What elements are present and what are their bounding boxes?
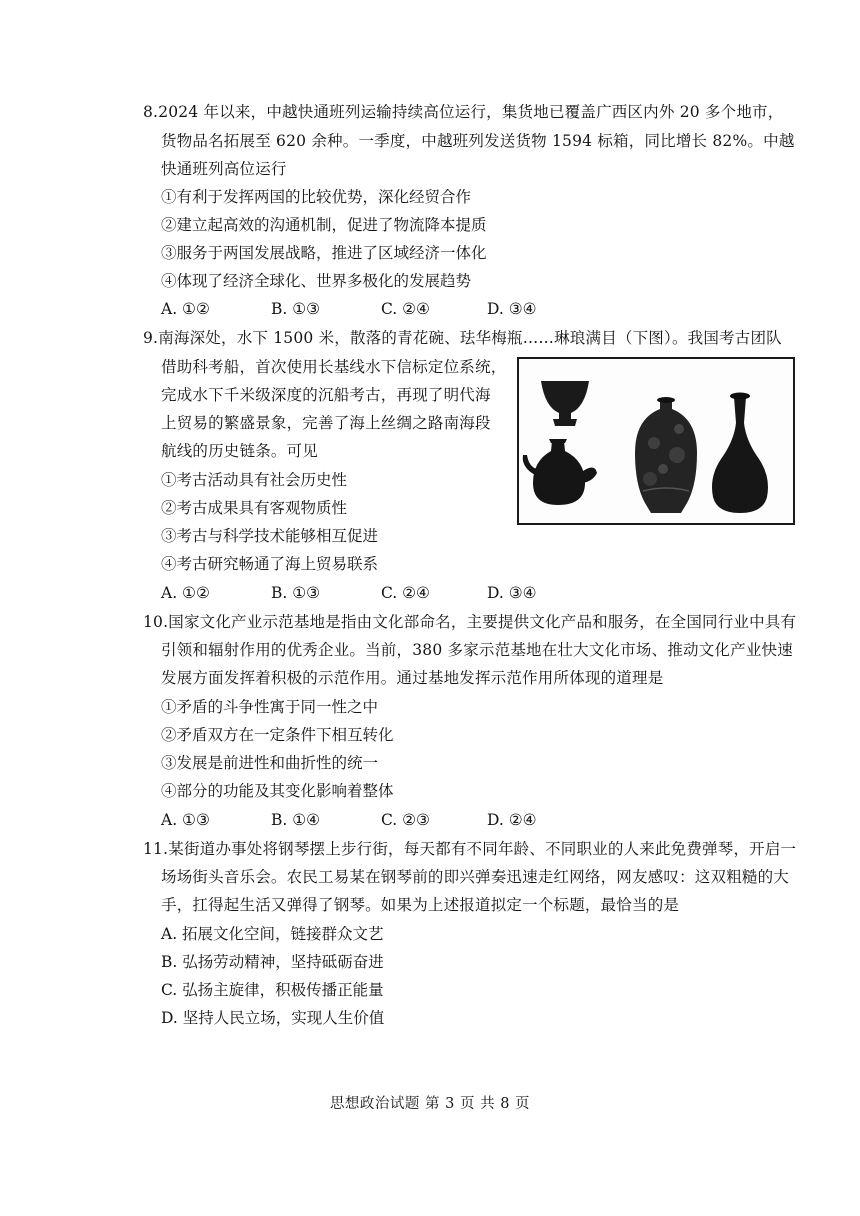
- q9-stem-line-5: 航线的历史链条。可见: [161, 442, 319, 460]
- q9-choice-a: A. ①②: [161, 584, 210, 602]
- q8-choice-d: D. ③④: [487, 300, 537, 318]
- q11-option-b: B. 弘扬劳动精神，坚持砥砺奋进: [161, 953, 384, 971]
- q9-stem-line-4: 上贸易的繁盛景象，完善了海上丝绸之路南海段: [161, 414, 491, 432]
- q9-option-2: ②考古成果具有客观物质性: [161, 499, 348, 517]
- q8-option-2: ②建立起高效的沟通机制，促进了物流降本提质: [161, 216, 487, 234]
- q10-option-3: ③发展是前进性和曲折性的统一: [161, 754, 379, 772]
- q11-option-d: D. 坚持人民立场，实现人生价值: [161, 1009, 385, 1027]
- q8-stem-line-1: 8.2024 年以来，中越快通班列运输持续高位运行，集货地已覆盖广西区内外 20 多个地市，: [143, 103, 784, 121]
- q10-stem-line-1: 10.国家文化产业示范基地是指由文化部命名，主要提供文化产品和服务，在全国同行业中具有: [143, 613, 797, 631]
- q9-choice-c: C. ②④: [381, 584, 430, 602]
- q9-option-4: ④考古研究畅通了海上贸易联系: [161, 555, 379, 573]
- q8-stem-line-3: 快通班列高位运行: [161, 160, 287, 178]
- q10-choice-b: B. ①④: [271, 811, 321, 829]
- q8-choice-b: B. ①③: [271, 300, 321, 318]
- ewer-pot: [523, 439, 597, 505]
- plum-vase: [635, 397, 697, 513]
- porcelain-illustration: [519, 359, 793, 523]
- q8-option-3: ③服务于两国发展战略，推进了区域经济一体化: [161, 244, 487, 262]
- q11-stem-line-3: 手，扛得起生活又弹得了钢琴。如果为上述报道拟定一个标题，最恰当的是: [161, 896, 680, 914]
- q10-option-4: ④部分的功能及其变化影响着整体: [161, 782, 394, 800]
- q9-stem-line-2: 借助科考船，首次使用长基线水下信标定位系统，: [161, 358, 507, 376]
- q9-option-3: ③考古与科学技术能够相互促进: [161, 527, 379, 545]
- q9-choice-b: B. ①③: [271, 584, 321, 602]
- q9-stem-line-1: 9.南海深处，水下 1500 米，散落的青花碗、珐华梅瓶……琳琅满目（下图）。我国考古团队: [143, 329, 782, 347]
- q9-option-1: ①考古活动具有社会历史性: [161, 471, 348, 489]
- q8-stem-line-2: 货物品名拓展至 620 余种。一季度，中越班列发送货物 1594 标箱，同比增长 82%。中越: [161, 132, 795, 150]
- q11-option-a: A. 拓展文化空间，链接群众文艺: [161, 925, 384, 943]
- q9-stem-line-3: 完成水下千米级深度的沉船考古，再现了明代海: [161, 386, 491, 404]
- q8-choice-a: A. ①②: [161, 300, 210, 318]
- q10-choice-a: A. ①③: [161, 811, 210, 829]
- blue-white-bowl: [541, 381, 589, 426]
- q10-stem-line-2: 引领和辐射作用的优秀企业。当前，380 多家示范基地在壮大文化市场、推动文化产业快速: [161, 641, 793, 659]
- q11-stem-line-1: 11.某街道办事处将钢琴摆上步行街，每天都有不同年龄、不同职业的人来此免费弹琴，开启一: [143, 840, 797, 858]
- q10-stem-line-3: 发展方面发挥着积极的示范作用。通过基地发挥示范作用所体现的道理是: [161, 669, 664, 687]
- q10-option-2: ②矛盾双方在一定条件下相互转化: [161, 726, 394, 744]
- page-footer: 思想政治试题 第 3 页 共 8 页: [329, 1096, 531, 1112]
- q8-option-1: ①有利于发挥两国的比较优势，深化经贸合作: [161, 188, 472, 206]
- q11-stem-line-2: 场场街头音乐会。农民工易某在钢琴前的即兴弹奏迅速走红网络，网友感叹：这双粗糙的大: [161, 868, 790, 886]
- pear-vase: [712, 393, 768, 514]
- q10-choice-d: D. ②④: [487, 811, 537, 829]
- q9-choice-d: D. ③④: [487, 584, 537, 602]
- q10-option-1: ①矛盾的斗争性寓于同一性之中: [161, 698, 379, 716]
- q8-choice-c: C. ②④: [381, 300, 430, 318]
- q11-option-c: C. 弘扬主旋律，积极传播正能量: [161, 981, 384, 999]
- artifacts-figure: [517, 357, 795, 525]
- q10-choice-c: C. ②③: [381, 811, 430, 829]
- q8-option-4: ④体现了经济全球化、世界多极化的发展趋势: [161, 272, 472, 290]
